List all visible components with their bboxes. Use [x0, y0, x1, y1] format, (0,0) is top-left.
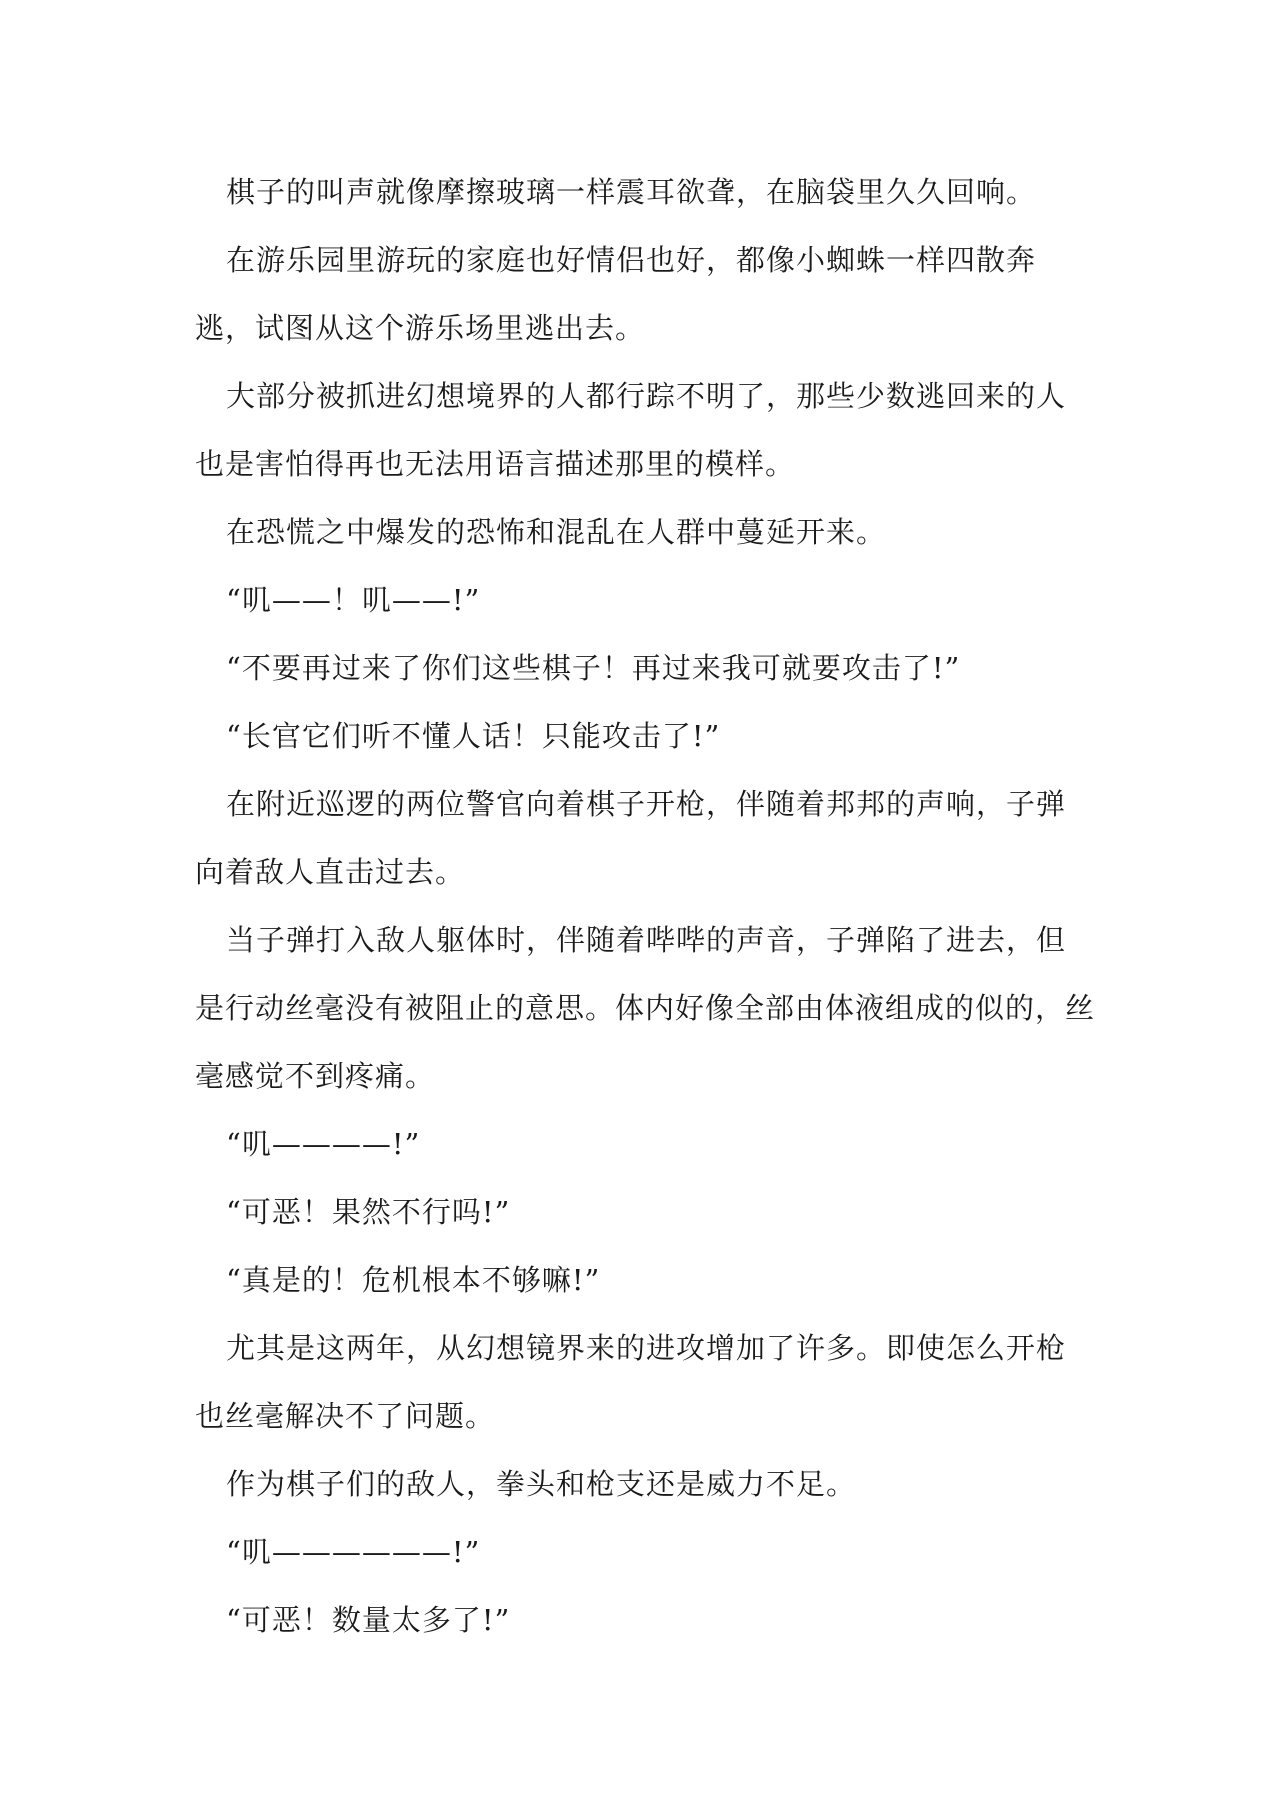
paragraph: 在恐慌之中爆发的恐怖和混乱在人群中蔓延开来。 — [226, 515, 887, 549]
body-text — [195, 158, 1095, 1654]
dialogue-line: “不要再过来了你们这些棋子！再过来我可就要攻击了!” — [226, 651, 961, 685]
dialogue-line: “叽——！叽——!” — [226, 583, 481, 617]
dialogue-line: “叽————!” — [226, 1127, 421, 1161]
dialogue-line: “可恶！数量太多了!” — [226, 1603, 511, 1637]
dialogue-line: “真是的！危机根本不够嘛!” — [226, 1263, 601, 1297]
paragraph: 在游乐园里游玩的家庭也好情侣也好，都像小蜘蛛一样四散奔逃，试图从这个游乐场里逃出去。 — [195, 243, 1037, 345]
dialogue-line: “长官它们听不懂人话！只能攻击了!” — [226, 719, 721, 753]
paragraph: 在附近巡逻的两位警官向着棋子开枪，伴随着邦邦的声响，子弹向着敌人直击过去。 — [195, 787, 1067, 889]
paragraph: 大部分被抓进幻想境界的人都行踪不明了，那些少数逃回来的人也是害怕得再也无法用语言描述那里的模样。 — [195, 379, 1067, 481]
paragraph: 尤其是这两年，从幻想镜界来的进攻增加了许多。即使怎么开枪也丝毫解决不了问题。 — [195, 1331, 1067, 1433]
paragraph: 当子弹打入敌人躯体时，伴随着哔哔的声音，子弹陷了进去，但是行动丝毫没有被阻止的意思。体内好像全部由体液组成的似的，丝毫感觉不到疼痛。 — [195, 923, 1096, 1093]
paragraph: 作为棋子们的敌人，拳头和枪支还是威力不足。 — [226, 1467, 857, 1501]
dialogue-line: “可恶！果然不行吗!” — [226, 1195, 511, 1229]
paragraph: 棋子的叫声就像摩擦玻璃一样震耳欲聋，在脑袋里久久回响。 — [226, 175, 1037, 209]
dialogue-line: “叽——————!” — [226, 1535, 481, 1569]
